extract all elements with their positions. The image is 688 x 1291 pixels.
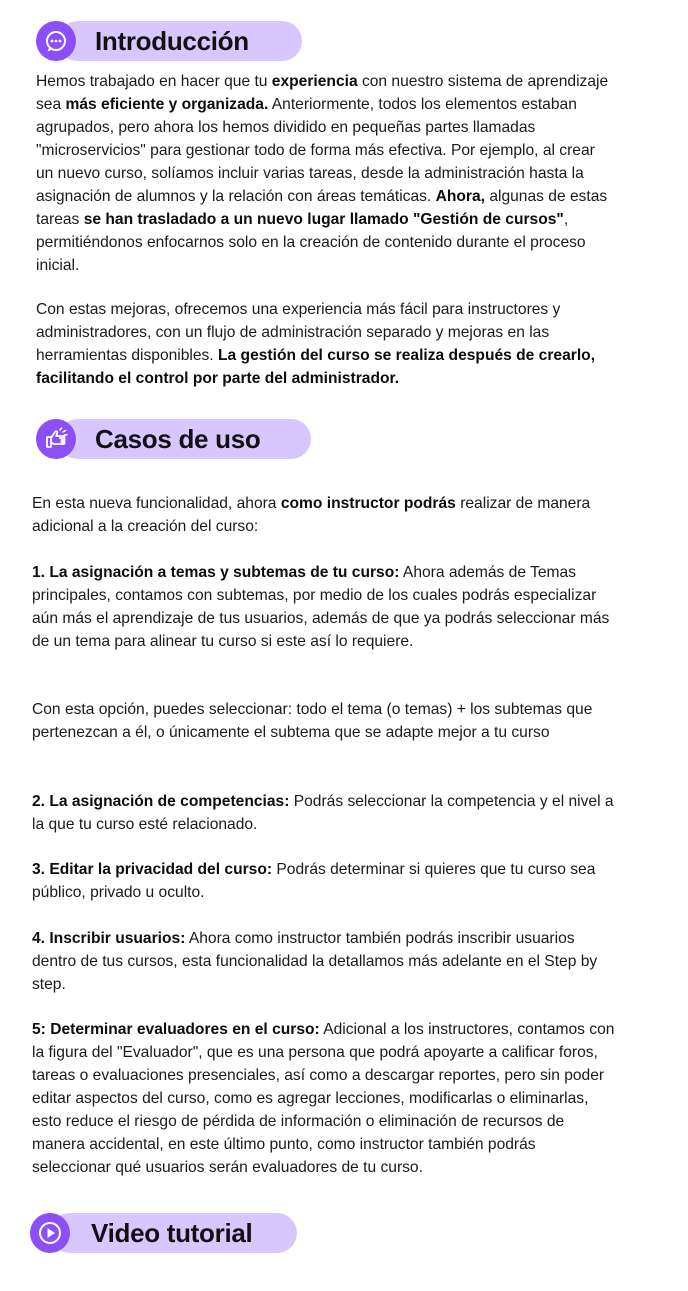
intro-paragraph-2 [36,298,616,390]
text-run: Ahora además de Temas principales, contamos con subtemas, por medio de los cuales podrás especializar aún más el aprendizaje de tus usuarios, además de que ya podrás seleccionar más de un tema para alinear tu curso si este así lo requiere. [32,564,610,650]
section-title-intro: Introducción [95,26,249,56]
uses-item-4 [32,927,617,996]
intro-paragraph-1 [36,70,616,277]
bold-text: Ahora, [435,188,485,205]
bold-text: más eficiente y organizada. [65,96,269,113]
text-run: algunas de estas tareas [36,188,608,228]
bold-text: se han trasladado a un nuevo lugar llamado "Gestión de cursos" [83,211,564,228]
bold-text: La gestión del curso se realiza después de crearlo, facilitando el control por parte del administrador. [36,347,596,387]
text-run: realizar de manera adicional a la creación del curso: [32,495,591,535]
section-title-uses: Casos de uso [95,424,261,454]
uses-item-3 [32,858,617,904]
text-run: , permitiéndonos enfocarnos solo en la creación de contenido durante el proceso inicial. [36,211,586,274]
uses-item-2 [32,790,617,836]
uses-item-5 [32,1018,617,1179]
pointing-hand-icon [36,419,76,459]
text-run: Anteriormente, todos los elementos estaban agrupados, pero ahora los hemos dividido en pequeñas partes llamadas "microservicios" para gestionar todo de forma más efectiva. Por ejemplo, al crear un nuevo curso, solíamos incluir varias tareas, desde la administración hasta la asignación de alumnos y la relación con áreas temáticas. [36,96,595,205]
chat-bubble-icon [36,21,76,61]
bold-text: como instructor podrás [280,495,456,512]
bold-text: 5: Determinar evaluadores en el curso: [32,1021,320,1038]
text-run: Adicional a los instructores, contamos con la figura del "Evaluador", que es una persona que podrá apoyarte a calificar foros, tareas o evaluaciones presenciales, así como a descargar reportes, pero sin poder editar aspectos del curso, como es agregar lecciones, modificarlas o eliminarlas, esto reduce el riesgo de pérdida de información o eliminación de recursos de manera accidental, en este último punto, como instructor también podrás seleccionar qué usuarios serán evaluadores de tu curso. [32,1021,615,1176]
text-run: Con estas mejoras, ofrecemos una experiencia más fácil para instructores y administradores, con un flujo de administración separado y mejoras en las herramientas disponibles. [36,301,561,364]
bold-text: 1. La asignación a temas y subtemas de tu curso: [32,564,400,581]
text-run: Hemos trabajado en hacer que tu [36,73,272,90]
uses-item-1-note [32,698,607,744]
play-icon[interactable] [30,1213,70,1253]
uses-item-1 [32,561,612,653]
text-run: Podrás determinar si quieres que tu curso sea público, privado u oculto. [32,861,596,901]
text-run: En esta nueva funcionalidad, ahora [32,495,281,512]
bold-text: 3. Editar la privacidad del curso: [32,861,273,878]
bold-text: 4. Inscribir usuarios: [32,930,186,947]
section-title-video: Video tutorial [91,1218,253,1248]
text-run: Con esta opción, puedes seleccionar: todo el tema (o temas) + los subtemas que pertenezcan a él, o únicamente el subtema que se adapte mejor a tu curso [32,701,593,741]
text-run: Ahora como instructor también podrás inscribir usuarios dentro de tus cursos, esta funcionalidad la detallamos más adelante en el Step by step. [32,930,598,993]
uses-intro-paragraph [32,492,612,538]
text-run: con nuestro sistema de aprendizaje sea [36,73,609,113]
text-run: Podrás seleccionar la competencia y el nivel a la que tu curso esté relacionado. [32,793,614,833]
bold-text: 2. La asignación de competencias: [32,793,290,810]
bold-text: experiencia [271,73,358,90]
